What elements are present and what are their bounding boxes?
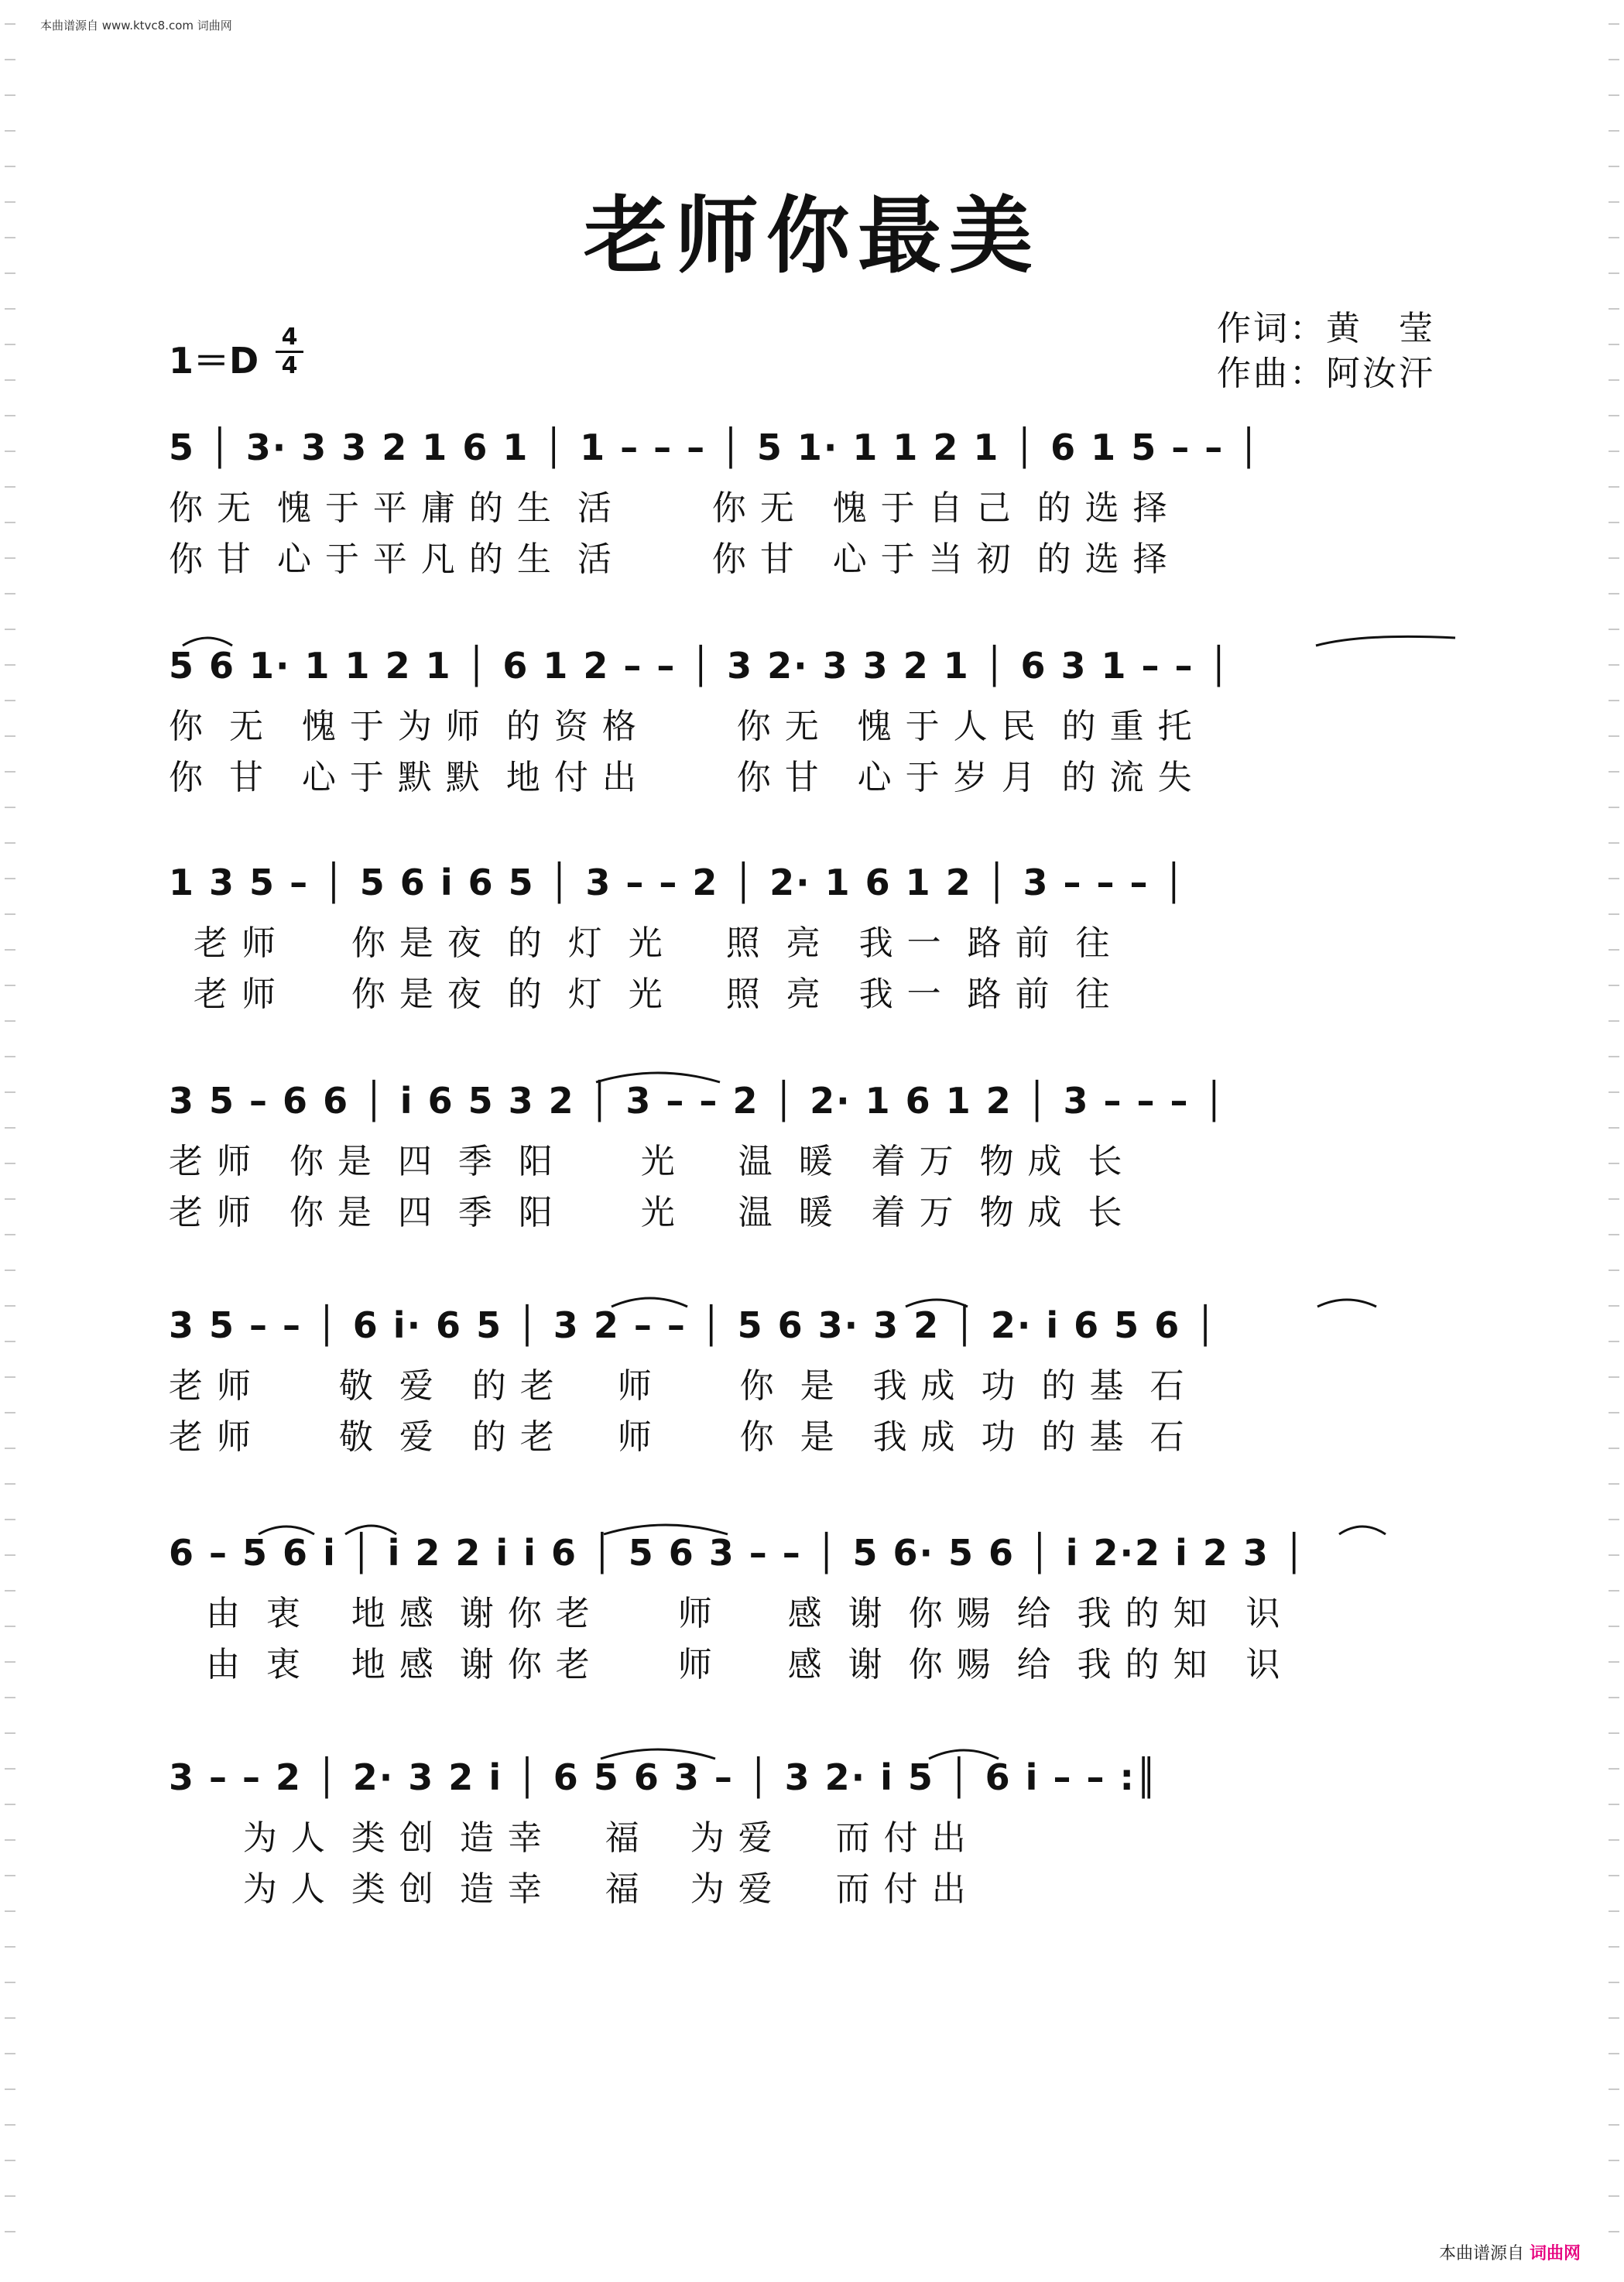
notation-line: 1 3 5 – │ 5 6 i 6 5 │ 3 – – 2 │ 2· 1 6 1 2 │ 3 – – – │ xyxy=(169,862,1187,903)
lyric-verse-1: 你 无 愧 于 平 庸 的 生 活 你 无 愧 于 自 己 的 选 择 xyxy=(169,488,1169,528)
lyricist-credit: 作词：黄 莹 xyxy=(1217,309,1435,348)
notation-line: 5 │ 3· 3 3 2 1 6 1 │ 1 – – – │ 5 1· 1 1 2 1 │ 6 1 5 – – │ xyxy=(169,427,1261,468)
footer-site-link[interactable]: 词曲网 xyxy=(1529,2244,1581,2263)
source-note: 本曲谱源自 www.ktvc8.com 词曲网 xyxy=(40,19,232,33)
score-system-5 xyxy=(0,1294,1624,1519)
lyric-verse-2: 由 衷 地 感 谢 你 老 师 感 谢 你 赐 给 我 的 知 识 xyxy=(169,1645,1282,1684)
notation-line: 3 5 – – │ 6 i· 6 5 │ 3 2 – – │ 5 6 3· 3 2 │ 2· i 6 5 6 │ xyxy=(169,1304,1218,1346)
notation-line: 3 – – 2 │ 2· 3 2 i │ 6 5 6 3 – │ 3 2· i 5 │ 6 i – – :║ xyxy=(169,1756,1159,1798)
lyric-verse-1: 为 人 类 创 造 幸 福 为 爱 而 付 出 xyxy=(169,1818,968,1858)
lyric-verse-1: 老 师 你 是 夜 的 灯 光 照 亮 我 一 路 前 往 xyxy=(169,923,1112,963)
score-system-6 xyxy=(0,1522,1624,1746)
composer-credit: 作曲：阿汝汗 xyxy=(1217,354,1435,393)
score-system-3 xyxy=(0,851,1624,1076)
footer-source xyxy=(1439,2240,1581,2264)
lyric-verse-1: 老 师 敬 爱 的 老 师 你 是 我 成 功 的 基 石 xyxy=(169,1366,1186,1406)
score-system-4 xyxy=(0,1070,1624,1294)
lyric-verse-2: 老 师 你 是 四 季 阳 光 温 暖 着 万 物 成 长 xyxy=(169,1193,1124,1232)
lyric-verse-2: 老 师 敬 爱 的 老 师 你 是 我 成 功 的 基 石 xyxy=(169,1417,1186,1457)
footer-prefix: 本曲谱源自 xyxy=(1438,2244,1524,2263)
time-signature-top: 4 xyxy=(281,324,298,351)
lyric-verse-2: 老 师 你 是 夜 的 灯 光 照 亮 我 一 路 前 往 xyxy=(169,975,1112,1014)
notation-line: 3 5 – 6 6 │ i 6 5 3 2 │ 3 – – 2 │ 2· 1 6 1 2 │ 3 – – – │ xyxy=(169,1080,1227,1122)
lyric-verse-2: 你 甘 心 于 平 凡 的 生 活 你 甘 心 于 当 初 的 选 择 xyxy=(169,540,1169,579)
time-signature xyxy=(276,325,303,379)
lyric-verse-1: 由 衷 地 感 谢 你 老 师 感 谢 你 赐 给 我 的 知 识 xyxy=(169,1594,1282,1633)
score-system-7 xyxy=(0,1746,1624,1971)
notation-line: 6 – 5 6 i │ i 2 2 i i 6 │ 5 6 3 – – │ 5 6· 5 6 │ i 2·2 i 2 3 │ xyxy=(169,1532,1307,1574)
score-system-1 xyxy=(0,416,1624,641)
time-signature-bottom: 4 xyxy=(281,352,298,379)
notation-line: 5 6 1· 1 1 2 1 │ 6 1 2 – – │ 3 2· 3 3 2 1 │ 6 3 1 – – │ xyxy=(169,645,1232,687)
lyric-verse-2: 为 人 类 创 造 幸 福 为 爱 而 付 出 xyxy=(169,1869,968,1909)
song-title: 老师你最美 xyxy=(583,187,1040,285)
key-signature: 1＝D xyxy=(169,340,259,382)
score-system-2 xyxy=(0,635,1624,859)
lyric-verse-1: 你 无 愧 于 为 师 的 资 格 你 无 愧 于 人 民 的 重 托 xyxy=(169,707,1194,746)
lyric-verse-2: 你 甘 心 于 默 默 地 付 出 你 甘 心 于 岁 月 的 流 失 xyxy=(169,758,1194,797)
lyric-verse-1: 老 师 你 是 四 季 阳 光 温 暖 着 万 物 成 长 xyxy=(169,1142,1124,1181)
